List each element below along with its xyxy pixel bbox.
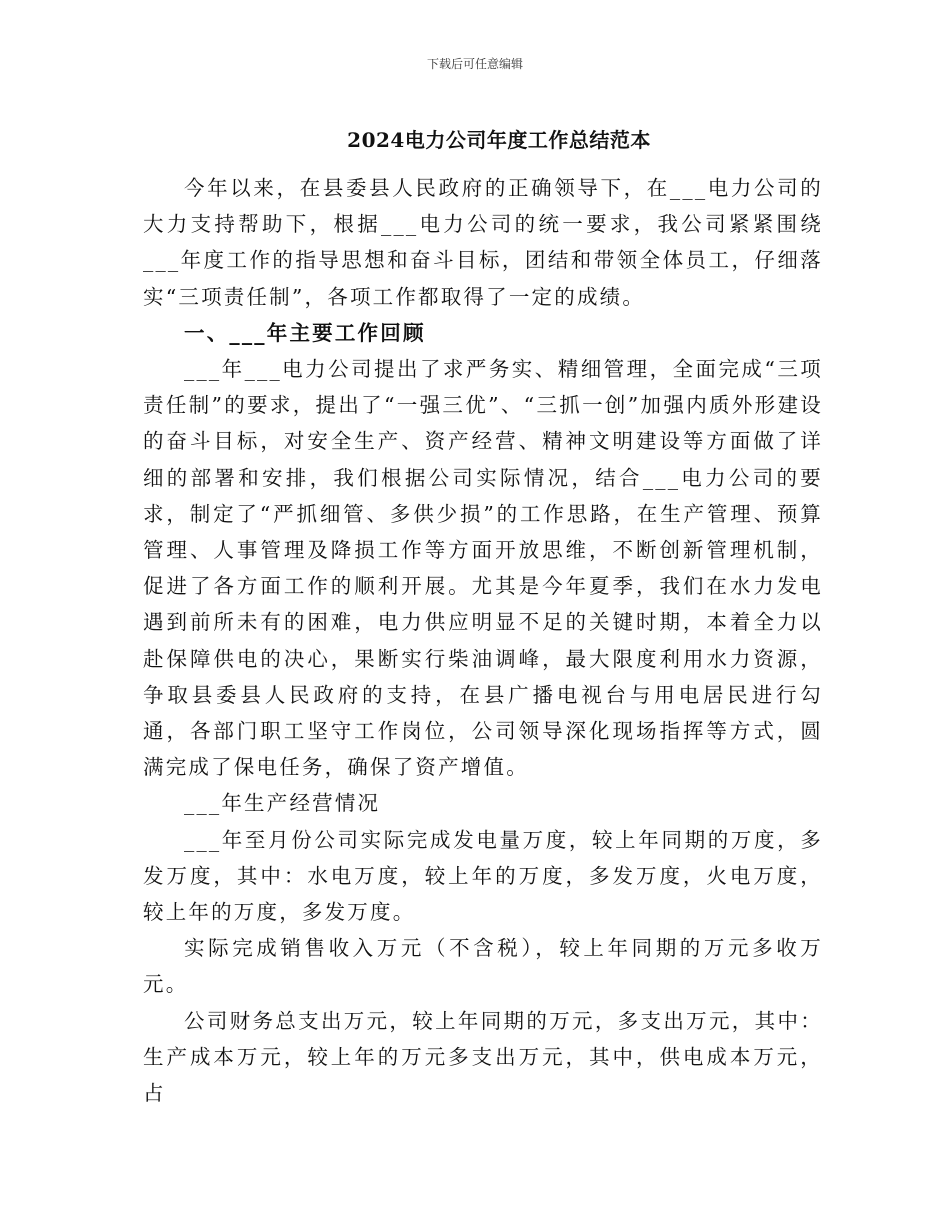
document-body <box>143 170 823 1111</box>
section-heading: 一、___年主要工作回顾 <box>184 320 426 345</box>
revenue-paragraph: 实际完成销售收入万元（不含税），较上年同期的万元多收万元。 <box>143 936 823 997</box>
subsection-heading: ___年生产经营情况 <box>184 791 381 816</box>
review-paragraph: ___年___电力公司提出了求严务实、精细管理，全面完成“三项责任制”的要求，提出了“一强三优”、“三抓一创”加强内质外形建设的奋斗目标，对安全生产、资产经营、精神文明建设等方面做了详细的部署和安排，我们根据公司实际情况，结合___电力公司的要求，制定了“严抓细管、多供少损”的工作思路，在生产管理、预算管理、人事管理及降损工作等方面开放思维，不断创新管理机制，促进了各方面工作的顺利开展。尤其是今年夏季，我们在水力发电遇到前所未有的困难，电力供应明显不足的关键时期，本着全力以赴保障供电的决心，果断实行柴油调峰，最大限度利用水力资源，争取县委县人民政府的支持，在县广播电视台与用电居民进行勾通，各部门职工坚守工作岗位，公司领导深化现场指挥等方式，圆满完成了保电任务，确保了资产增值。 <box>143 357 823 780</box>
generation-paragraph: ___年至月份公司实际完成发电量万度，较上年同期的万度，多发万度，其中：水电万度，较上年的万度，多发万度，火电万度，较上年的万度，多发万度。 <box>143 827 823 925</box>
header-note: 下载后可任意编辑 <box>426 57 523 71</box>
intro-paragraph: 今年以来，在县委县人民政府的正确领导下，在___电力公司的大力支持帮助下，根据___电力公司的统一要求，我公司紧紧围绕___年度工作的指导思想和奋斗目标，团结和带领全体员工，仔细落实“三项责任制”，各项工作都取得了一定的成绩。 <box>143 176 823 309</box>
document-title: 2024电力公司年度工作总结范本 <box>347 128 651 152</box>
expenditure-paragraph: 公司财务总支出万元，较上年同期的万元，多支出万元，其中：生产成本万元，较上年的万元多支出万元，其中，供电成本万元，占 <box>143 1008 823 1106</box>
